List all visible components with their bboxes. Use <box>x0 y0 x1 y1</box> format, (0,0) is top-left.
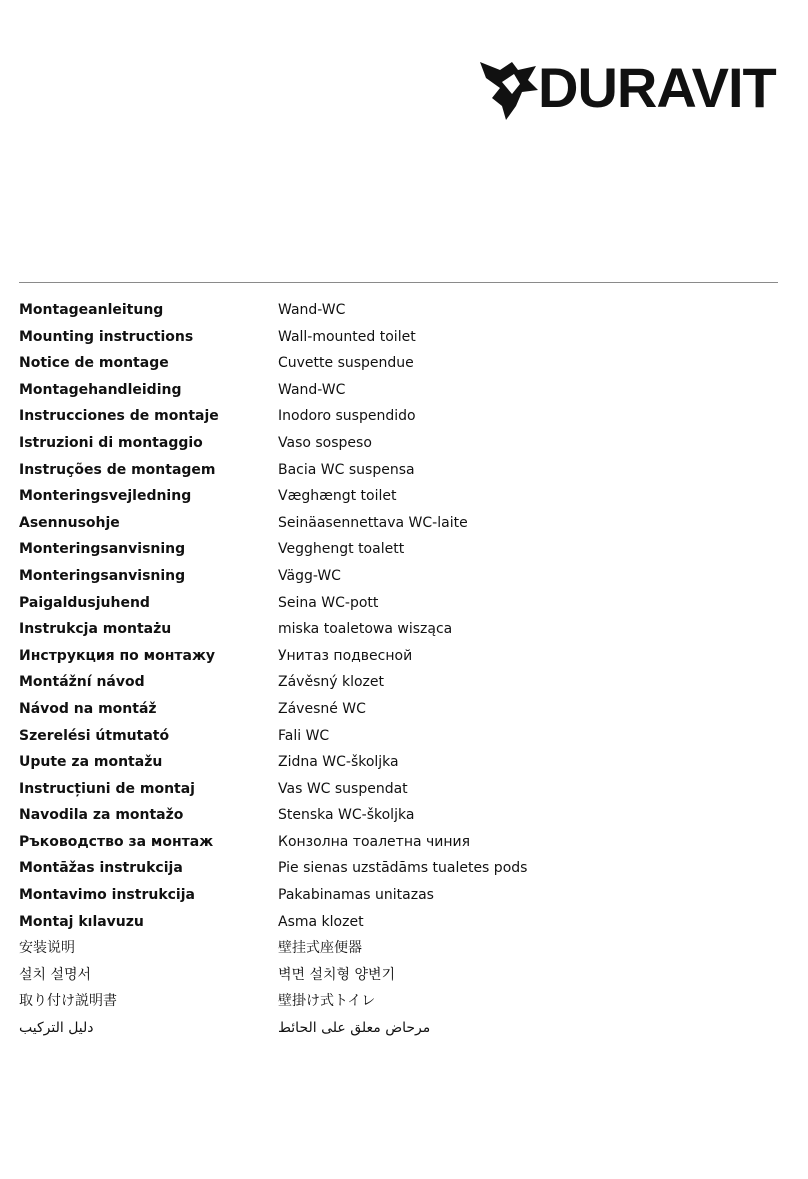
instruction-title: Montāžas instrukcija <box>19 860 183 877</box>
duravit-logo <box>478 44 790 122</box>
instruction-title: Monteringsvejledning <box>19 488 192 505</box>
instruction-title: Asennusohje <box>19 514 120 531</box>
language-row <box>19 563 779 590</box>
instruction-title: Montavimo instrukcija <box>19 887 195 904</box>
product-name: Wand-WC <box>278 381 346 398</box>
instruction-title: Notice de montage <box>19 355 169 372</box>
language-row <box>19 324 779 351</box>
instruction-title: Ръководство за монтаж <box>19 833 214 850</box>
language-row <box>19 962 779 989</box>
language-row <box>19 377 779 404</box>
language-row <box>19 350 779 377</box>
language-row <box>19 935 779 962</box>
instruction-title: Instruções de montagem <box>19 461 216 478</box>
language-row <box>19 1015 779 1042</box>
product-name: Vaso sospeso <box>278 434 372 451</box>
language-row <box>19 616 779 643</box>
language-row <box>19 749 779 776</box>
instruction-title: 安装说明 <box>19 940 75 957</box>
product-name: miska toaletowa wisząca <box>278 621 453 638</box>
language-row <box>19 483 779 510</box>
product-name: Asma klozet <box>278 913 364 930</box>
instruction-title: Montagehandleiding <box>19 381 182 398</box>
instruction-title: Instrucțiuni de montaj <box>19 780 195 797</box>
instruction-title: Monteringsanvisning <box>19 541 186 558</box>
instruction-title: Instrukcja montażu <box>19 621 172 638</box>
product-name: Pakabinamas unitazas <box>278 887 434 904</box>
product-name: Vegghengt toalett <box>278 541 405 558</box>
language-row <box>19 802 779 829</box>
product-name: Bacia WC suspensa <box>278 461 415 478</box>
instruction-title: 取り付け説明書 <box>19 993 117 1010</box>
product-name: Pie sienas uzstādāms tualetes pods <box>278 860 528 877</box>
instruction-title: Istruzioni di montaggio <box>19 434 203 451</box>
product-name: 壁掛け式トイレ <box>278 993 376 1010</box>
product-name: Seina WC-pott <box>278 594 379 611</box>
language-row <box>19 297 779 324</box>
header-divider <box>19 282 778 283</box>
product-name: مرحاض معلق على الحائط <box>278 1020 431 1037</box>
language-row <box>19 457 779 484</box>
language-row <box>19 882 779 909</box>
instruction-title: Monteringsanvisning <box>19 567 186 584</box>
product-name: Vas WC suspendat <box>278 780 408 797</box>
language-list <box>19 297 779 1042</box>
product-name: Seinäasennettava WC-laite <box>278 514 468 531</box>
brand-wordmark: DURAVIT <box>538 56 776 119</box>
instruction-title: Instrucciones de montaje <box>19 408 219 425</box>
duravit-rocket-logo-icon <box>478 44 790 122</box>
instruction-title: Инструкция по монтажу <box>19 647 216 664</box>
product-name: Inodoro suspendido <box>278 408 416 425</box>
language-row <box>19 829 779 856</box>
language-row <box>19 723 779 750</box>
product-name: Wall-mounted toilet <box>278 328 416 345</box>
instruction-title: Návod na montáž <box>19 700 157 717</box>
language-row <box>19 909 779 936</box>
instruction-title: Szerelési útmutató <box>19 727 170 744</box>
product-name: Унитаз подвесной <box>278 647 413 664</box>
product-name: Fali WC <box>278 727 330 744</box>
instruction-title: Montaj kılavuzu <box>19 913 144 930</box>
language-row <box>19 988 779 1015</box>
language-row <box>19 643 779 670</box>
product-name: Zidna WC-školjka <box>278 754 399 771</box>
instruction-title: Mounting instructions <box>19 328 194 345</box>
instruction-title: 설치 설명서 <box>19 966 92 983</box>
language-row <box>19 669 779 696</box>
language-row <box>19 696 779 723</box>
language-row <box>19 403 779 430</box>
instruction-title: Montageanleitung <box>19 302 164 318</box>
language-row <box>19 510 779 537</box>
product-name: Cuvette suspendue <box>278 355 414 372</box>
instruction-title: Paigaldusjuhend <box>19 594 150 611</box>
product-name: Závěsný klozet <box>278 674 384 691</box>
instruction-title: دليل التركيب <box>19 1020 94 1037</box>
language-row <box>19 430 779 457</box>
product-name: Vägg-WC <box>278 567 341 584</box>
product-name: Wand-WC <box>278 302 346 318</box>
language-row <box>19 536 779 563</box>
language-row <box>19 855 779 882</box>
instruction-title: Montážní návod <box>19 674 145 691</box>
language-row <box>19 590 779 617</box>
language-row <box>19 776 779 803</box>
product-name: Конзолна тоалетна чиния <box>278 833 471 850</box>
product-name: Væghængt toilet <box>278 488 397 505</box>
product-name: Stenska WC-školjka <box>278 807 415 824</box>
instruction-title: Navodila za montažo <box>19 807 184 824</box>
instruction-title: Upute za montažu <box>19 754 163 771</box>
product-name: 壁挂式座便器 <box>278 940 362 957</box>
product-name: 벽면 설치형 양변기 <box>278 966 396 983</box>
product-name: Závesné WC <box>278 700 366 717</box>
